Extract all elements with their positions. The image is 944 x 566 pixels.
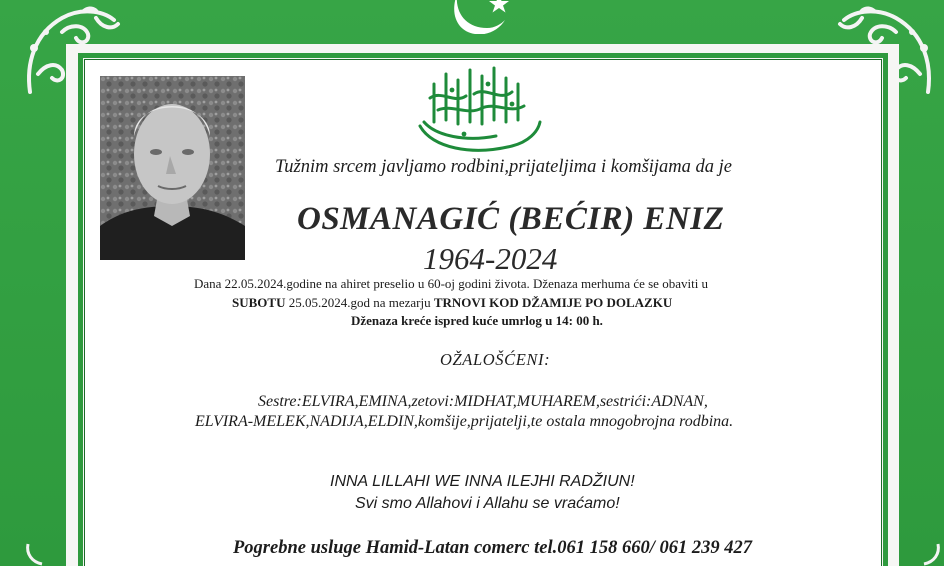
floral-corner-ornament-bottom-left <box>22 540 62 566</box>
prayer-line-1: INNA LILLAHI WE INNA ILEJHI RADŽIUN! <box>330 473 635 490</box>
funeral-services-contact: Pogrebne usluge Hamid-Latan comerc tel.061 158 660/ 061 239 427 <box>233 538 753 558</box>
mourners-line-2: ELVIRA-MELEK,NADIJA,ELDIN,komšije,prijatelji,te ostala mnogobrojna rodbina. <box>195 413 734 430</box>
deceased-name: OSMANAGIĆ (BEĆIR) ENIZ <box>297 201 725 237</box>
mourners-heading: OŽALOŠĆENI: <box>440 350 551 369</box>
mourners-line-1: Sestre:ELVIRA,EMINA,zetovi:MIDHAT,MUHAREM,sestrići:ADNAN, <box>258 393 708 410</box>
funeral-location: TRNOVI KOD DŽAMIJE PO DOLAZKU <box>433 295 673 310</box>
notice-line-1: Dana 22.05.2024.godine na ahiret preselio u 60-oj godini života. Dženaza merhuma će se obaviti u <box>194 276 709 291</box>
arabic-calligraphy-emblem <box>412 64 544 156</box>
funeral-day: SUBOTU <box>232 295 286 310</box>
life-years: 1964-2024 <box>423 241 558 276</box>
funeral-date: 25.05.2024.god na mezarju <box>285 295 434 310</box>
floral-corner-ornament-bottom-right <box>904 540 944 566</box>
notice-line-3: Dženaza kreće ispred kuće umrlog u 14: 00 h. <box>351 313 603 328</box>
notice-line-2 <box>232 295 672 311</box>
crescent-star-icon <box>443 0 523 34</box>
prayer-line-2: Svi smo Allahovi i Allahu se vraćamo! <box>355 495 620 512</box>
intro-sentence: Tužnim srcem javljamo rodbini,prijateljima i komšijama da je <box>275 157 733 177</box>
deceased-portrait-photo <box>100 76 245 260</box>
